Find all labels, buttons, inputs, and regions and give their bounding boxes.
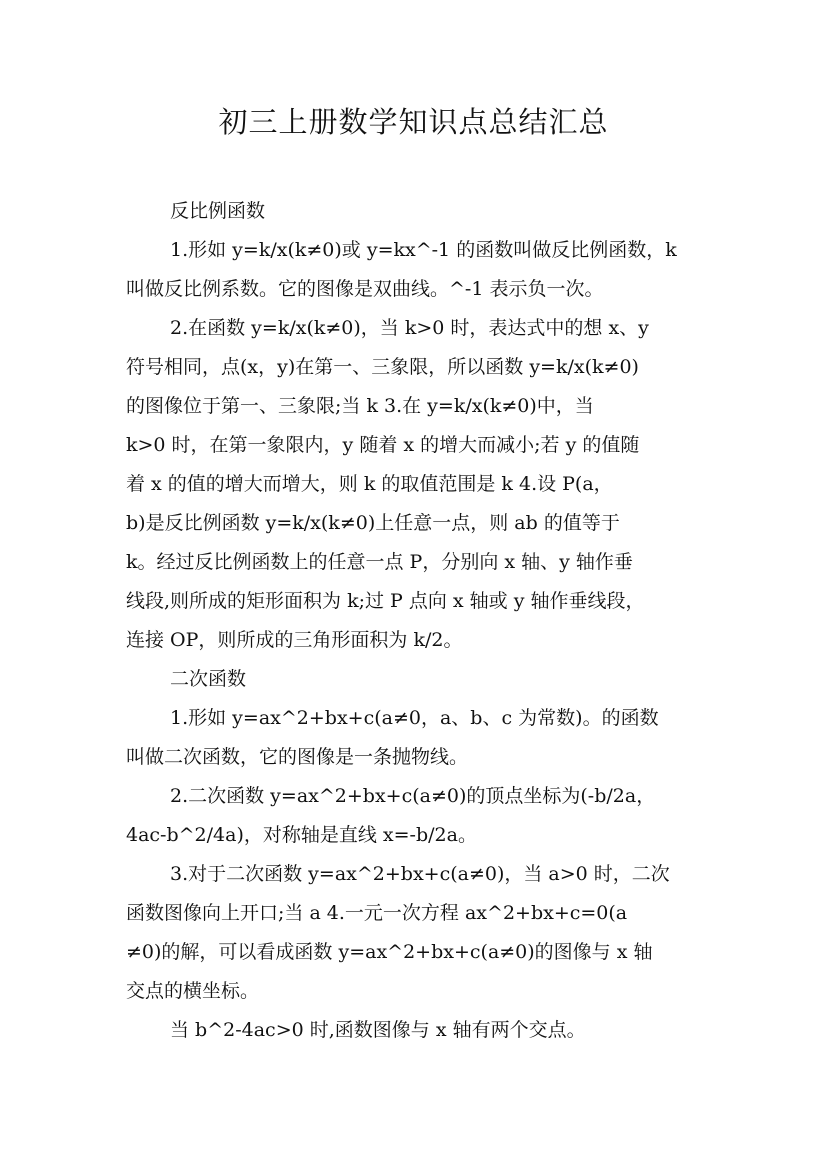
paragraph-line: k>0 时，在第一象限内，y 随着 x 的增大而减小;若 y 的值随 (126, 434, 640, 456)
paragraph-line: 当 b^2-4ac>0 时,函数图像与 x 轴有两个交点。 (170, 1019, 586, 1041)
paragraph-line: 交点的横坐标。 (126, 980, 260, 1002)
paragraph-line: 3.对于二次函数 y=ax^2+bx+c(a≠0)，当 a>0 时，二次 (170, 863, 670, 885)
section-heading-inverse-proportion: 反比例函数 (170, 200, 266, 222)
paragraph-line: b)是反比例函数 y=k/x(k≠0)上任意一点，则 ab 的值等于 (126, 512, 620, 534)
paragraph-line: ≠0)的解，可以看成函数 y=ax^2+bx+c(a≠0)的图像与 x 轴 (126, 941, 653, 963)
paragraph-line: 着 x 的值的增大而增大，则 k 的取值范围是 k 4.设 P(a， (126, 473, 613, 495)
paragraph-line: 连接 OP，则所成的三角形面积为 k/2。 (126, 629, 463, 651)
paragraph-line: 2.在函数 y=k/x(k≠0)，当 k>0 时，表达式中的想 x、y (170, 317, 649, 339)
paragraph-line: 叫做二次函数，它的图像是一条抛物线。 (126, 746, 469, 768)
paragraph-line: 线段,则所成的矩形面积为 k;过 P 点向 x 轴或 y 轴作垂线段， (126, 590, 645, 612)
paragraph-line: k。经过反比例函数上的任意一点 P，分别向 x 轴、y 轴作垂 (126, 551, 633, 573)
paragraph-line: 函数图像向上开口;当 a 4.一元一次方程 ax^2+bx+c=0(a (126, 902, 628, 924)
paragraph-line: 2.二次函数 y=ax^2+bx+c(a≠0)的顶点坐标为(-b/2a， (170, 785, 656, 807)
paragraph-line: 1.形如 y=k/x(k≠0)或 y=kx^-1 的函数叫做反比例函数，k (170, 239, 677, 261)
section-heading-quadratic: 二次函数 (170, 668, 247, 690)
paragraph-line: 1.形如 y=ax^2+bx+c(a≠0，a、b、c 为常数)。的函数 (170, 707, 659, 729)
paragraph-line: 4ac-b^2/4a)，对称轴是直线 x=-b/2a。 (126, 824, 477, 846)
document-title: 初三上册数学知识点总结汇总 (218, 105, 609, 139)
paragraph-line: 符号相同，点(x，y)在第一、三象限，所以函数 y=k/x(k≠0) (126, 356, 639, 378)
paragraph-line: 叫做反比例系数。它的图像是双曲线。^-1 表示负一次。 (126, 278, 604, 300)
paragraph-line: 的图像位于第一、三象限;当 k 3.在 y=k/x(k≠0)中，当 (126, 395, 594, 417)
